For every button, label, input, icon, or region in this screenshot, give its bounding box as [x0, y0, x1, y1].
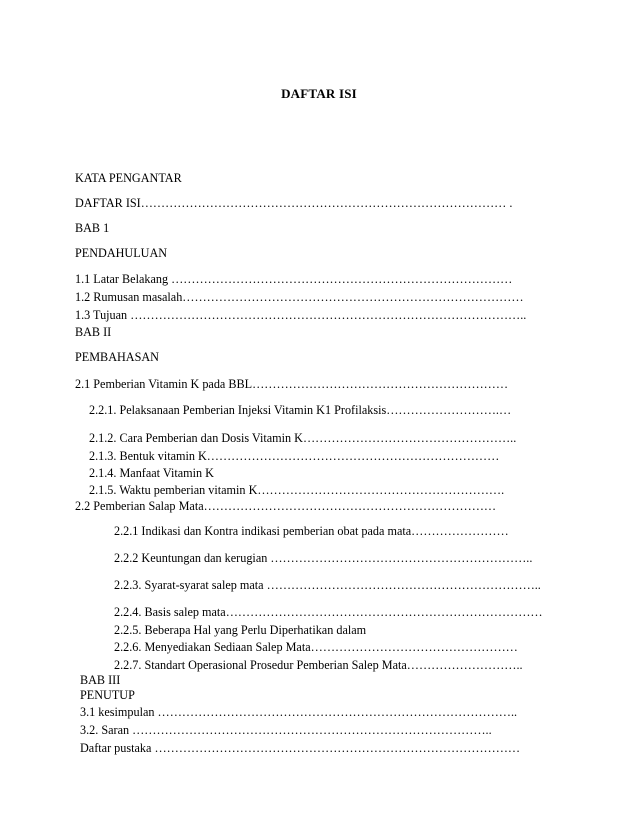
toc-entry-3-1: 3.1 kesimpulan ……………………………………………………………………………..	[80, 705, 518, 719]
toc-entry-2-2-3: 2.2.3. Syarat-syarat salep mata …………………………………………………………..	[114, 578, 541, 592]
toc-entry-2-2: 2.2 Pemberian Salap Mata………………………………………………………………	[75, 499, 497, 513]
toc-entry-1-2: 1.2 Rumusan masalah…………………………………………………………………………	[75, 290, 524, 304]
toc-entry-kata-pengantar: KATA PENGANTAR	[75, 171, 182, 185]
toc-entry-pendahuluan: PENDAHULUAN	[75, 246, 168, 260]
toc-entry-daftar-pustaka: Daftar pustaka ………………………………………………………………………………	[80, 741, 521, 755]
toc-entry-2-2-6: 2.2.6. Menyediakan Sediaan Salep Mata……………………………………………	[114, 640, 518, 654]
toc-entry-2-1-3: 2.1.3. Bentuk vitamin K………………………………………………………………	[89, 449, 500, 463]
toc-entry-2-2-2: 2.2.2 Keuntungan dan kerugian ………………………………………………………..	[114, 551, 533, 565]
toc-entry-bab-2: BAB II	[75, 325, 112, 339]
toc-entry-2-2-5: 2.2.5. Beberapa Hal yang Perlu Diperhatikan dalam	[114, 623, 367, 637]
toc-entry-bab-3: BAB III	[80, 673, 121, 687]
toc-entry-2-2-4: 2.2.4. Basis salep mata……………………………………………………………………	[114, 605, 543, 619]
toc-entry-1-3: 1.3 Tujuan ……………………………………………………………………………………..	[75, 308, 527, 322]
toc-entry-2-1-2: 2.1.2. Cara Pemberian dan Dosis Vitamin K……………………………………………..	[89, 431, 517, 445]
toc-entry-2-1-4: 2.1.4. Manfaat Vitamin K	[89, 466, 214, 480]
page-title: DAFTAR ISI	[281, 86, 357, 101]
toc-entry-2-1: 2.1 Pemberian Vitamin K pada BBL………………………………………………………	[75, 377, 509, 391]
toc-entry-penutup: PENUTUP	[80, 688, 135, 702]
toc-entry-1-1: 1.1 Latar Belakang …………………………………………………………………………	[75, 272, 513, 286]
toc-entry-daftar-isi: DAFTAR ISI……………………………………………………………………………… .	[75, 196, 513, 210]
toc-entry-bab-1: BAB 1	[75, 221, 110, 235]
toc-entry-2-2-7: 2.2.7. Standart Operasional Prosedur Pemberian Salep Mata………………………..	[114, 658, 523, 672]
toc-entry-pembahasan: PEMBAHASAN	[75, 350, 159, 364]
toc-entry-2-1-5: 2.1.5. Waktu pemberian vitamin K…………………………………………………….	[89, 483, 505, 497]
toc-entry-3-2: 3.2. Saran ……………………………………………………………………………..	[80, 723, 492, 737]
toc-entry-2-2-1: 2.2.1 Indikasi dan Kontra indikasi pemberian obat pada mata……………………	[114, 524, 509, 538]
toc-entry-2-2-1-injeksi: 2.2.1. Pelaksanaan Pemberian Injeksi Vitamin K1 Profilaksis……………………….…	[89, 403, 512, 417]
